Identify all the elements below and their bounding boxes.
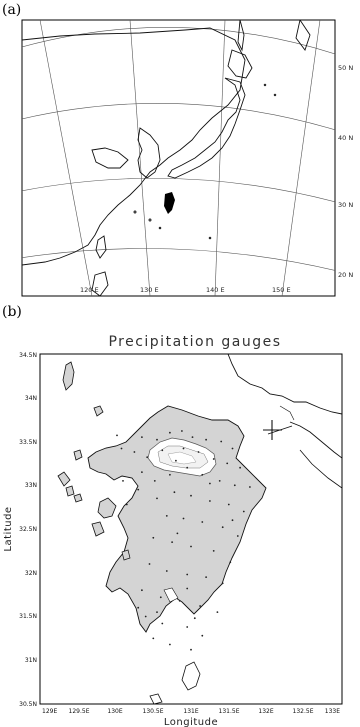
y-tick-label: 34.5N bbox=[19, 352, 37, 359]
lon-label-150e: 150 E bbox=[272, 286, 291, 294]
lat-label-50n: 50 N bbox=[338, 64, 354, 72]
gauge-point bbox=[194, 617, 196, 619]
gauge-point bbox=[141, 436, 143, 438]
gauge-point bbox=[213, 458, 215, 460]
lon-label-120e: 120 E bbox=[80, 286, 99, 294]
lon-label-140e: 140 E bbox=[206, 286, 225, 294]
x-axis-title: Longitude bbox=[163, 717, 219, 727]
gauge-point bbox=[126, 504, 128, 506]
panel-b bbox=[0, 302, 360, 727]
panel-a-label: (a) bbox=[2, 2, 22, 18]
gauge-point bbox=[205, 439, 207, 441]
panel-a-lat-labels bbox=[338, 64, 353, 279]
gauge-point bbox=[201, 635, 203, 637]
gauge-point bbox=[237, 535, 239, 537]
gauge-point bbox=[222, 526, 224, 528]
gauge-point bbox=[219, 480, 221, 482]
panel-b-map bbox=[40, 354, 342, 704]
gauge-point bbox=[228, 504, 230, 506]
gauge-point bbox=[156, 498, 158, 500]
gauge-point bbox=[232, 448, 234, 450]
gauge-point bbox=[243, 511, 245, 513]
gauge-point bbox=[186, 467, 188, 469]
gauge-point bbox=[154, 480, 156, 482]
gauge-point bbox=[169, 432, 171, 434]
x-tick-label: 133E bbox=[324, 708, 340, 715]
gauge-point bbox=[160, 596, 162, 598]
gauge-point bbox=[134, 451, 136, 453]
gauge-point bbox=[121, 448, 123, 450]
gauge-point bbox=[229, 561, 231, 563]
gauge-point bbox=[169, 644, 171, 646]
x-tick-label: 129.5E bbox=[68, 708, 90, 715]
gauge-point bbox=[137, 489, 139, 491]
y-tick-label: 30.5N bbox=[19, 701, 37, 708]
x-tick-label: 129E bbox=[42, 708, 58, 715]
gauge-point bbox=[156, 439, 158, 441]
lat-label-40n: 40 N bbox=[338, 134, 354, 142]
gauge-point bbox=[217, 611, 219, 613]
y-tick-label: 33.5N bbox=[19, 439, 37, 446]
gauge-point bbox=[205, 576, 207, 578]
gauge-point bbox=[152, 537, 154, 539]
gauge-point bbox=[190, 649, 192, 651]
gauge-point bbox=[220, 441, 222, 443]
gauge-point bbox=[234, 484, 236, 486]
gauge-point bbox=[179, 600, 181, 602]
gauge-point bbox=[141, 471, 143, 473]
gauge-point bbox=[141, 589, 143, 591]
y-tick-label: 33N bbox=[24, 482, 37, 489]
gauge-point bbox=[186, 626, 188, 628]
gauge-point bbox=[166, 570, 168, 572]
gauge-point bbox=[156, 611, 158, 613]
gauge-point bbox=[192, 436, 194, 438]
y-tick-labels bbox=[19, 352, 37, 708]
gauge-point bbox=[201, 474, 203, 476]
panel-b-label: (b) bbox=[2, 304, 22, 320]
gauge-point bbox=[186, 574, 188, 576]
gauge-point bbox=[137, 607, 139, 609]
y-tick-label: 34N bbox=[24, 395, 37, 402]
y-tick-label: 31N bbox=[24, 657, 37, 664]
gauge-point bbox=[183, 518, 185, 520]
x-tick-label: 132E bbox=[258, 708, 274, 715]
lon-label-130e: 130 E bbox=[140, 286, 159, 294]
lat-label-30n: 30 N bbox=[338, 201, 354, 209]
gauge-point bbox=[201, 521, 203, 523]
y-tick-label: 32.5N bbox=[19, 526, 37, 533]
gauge-point bbox=[186, 588, 188, 590]
gauge-point bbox=[146, 456, 148, 458]
gauge-point bbox=[181, 430, 183, 432]
lat-label-20n: 20 N bbox=[338, 271, 354, 279]
gauge-point bbox=[169, 474, 171, 476]
gauge-point bbox=[190, 546, 192, 548]
gauge-point bbox=[149, 563, 151, 565]
x-tick-label: 130.5E bbox=[142, 708, 164, 715]
gauge-point bbox=[175, 460, 177, 462]
x-tick-label: 131.5E bbox=[218, 708, 240, 715]
y-tick-label: 31.5N bbox=[19, 613, 37, 620]
gauge-point bbox=[161, 449, 163, 451]
x-tick-label: 131E bbox=[183, 708, 199, 715]
gauge-point bbox=[222, 582, 224, 584]
x-tick-label: 130E bbox=[107, 708, 123, 715]
gauge-point bbox=[209, 500, 211, 502]
y-axis-title: Latitude bbox=[3, 506, 14, 552]
gauge-point bbox=[190, 495, 192, 497]
x-tick-label: 132.5E bbox=[292, 708, 314, 715]
gauge-point bbox=[239, 467, 241, 469]
gauge-point bbox=[226, 463, 228, 465]
gauge-point bbox=[209, 483, 211, 485]
gauge-point bbox=[122, 480, 124, 482]
gauge-point bbox=[249, 486, 251, 488]
y-tick-label: 32N bbox=[24, 570, 37, 577]
gauge-point bbox=[213, 550, 215, 552]
x-tick-labels bbox=[42, 708, 340, 715]
panel-a bbox=[0, 0, 360, 300]
gauge-point bbox=[199, 605, 201, 607]
gauge-point bbox=[183, 448, 185, 450]
gauge-point bbox=[232, 519, 234, 521]
gauge-point bbox=[171, 541, 173, 543]
gauge-point bbox=[161, 623, 163, 625]
gauge-point bbox=[145, 616, 147, 618]
gauge-point bbox=[152, 638, 154, 640]
gauge-point bbox=[166, 515, 168, 517]
gauge-point bbox=[174, 491, 176, 493]
gauge-point bbox=[198, 451, 200, 453]
gauge-point bbox=[177, 533, 179, 535]
gauge-point bbox=[116, 435, 118, 437]
panel-b-title: Precipitation gauges bbox=[108, 334, 282, 350]
